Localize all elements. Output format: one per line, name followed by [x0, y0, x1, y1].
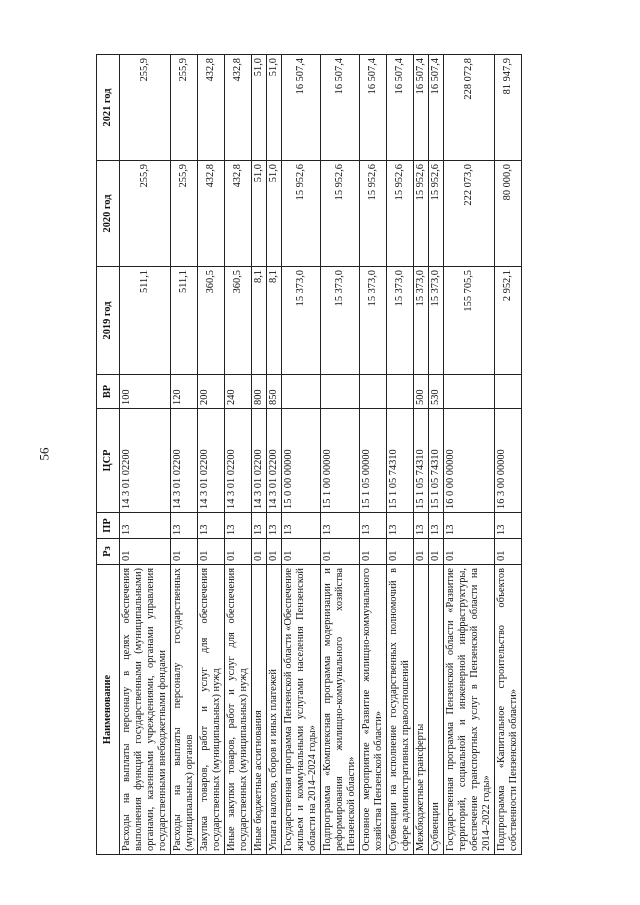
row-vr — [444, 375, 495, 409]
row-2019: 15 373,0 — [282, 267, 321, 375]
row-rz: 01 — [360, 539, 387, 565]
row-2021: 81 947,9 — [495, 55, 522, 161]
row-pr: 13 — [171, 513, 198, 539]
row-2021: 432,8 — [198, 55, 225, 161]
table-row — [360, 55, 387, 855]
row-2021: 16 507,4 — [321, 55, 360, 161]
row-vr — [387, 375, 414, 409]
row-csr: 15 1 05 74310 — [429, 409, 444, 513]
header-row — [97, 55, 120, 855]
row-2019: 8,1 — [267, 267, 282, 375]
row-rz: 01 — [495, 539, 522, 565]
row-name: Расходы на выплаты персоналу в целях обеспечения выполнения функций государственными (муниципальными) органами, казенными учреждениями, органами управления государственными внебюджетными фондами — [120, 565, 171, 855]
row-rz: 01 — [387, 539, 414, 565]
header-csr: ЦСР — [97, 409, 120, 513]
row-pr: 13 — [444, 513, 495, 539]
row-2020: 80 000,0 — [495, 161, 522, 267]
row-2020: 432,8 — [198, 161, 225, 267]
row-rz: 01 — [444, 539, 495, 565]
header-pr: ПР — [97, 513, 120, 539]
table-row — [387, 55, 414, 855]
row-rz: 01 — [282, 539, 321, 565]
row-csr: 14 3 01 02200 — [120, 409, 171, 513]
row-2021: 16 507,4 — [429, 55, 444, 161]
row-vr: 240 — [225, 375, 252, 409]
row-csr: 16 3 00 00000 — [495, 409, 522, 513]
row-2021: 432,8 — [225, 55, 252, 161]
row-vr: 800 — [252, 375, 267, 409]
row-2019: 15 373,0 — [360, 267, 387, 375]
row-name: Подпрограмма «Комплексная программа модернизации и реформирования жилищно-коммунального хозяйства Пензенской области» — [321, 565, 360, 855]
row-2019: 15 373,0 — [321, 267, 360, 375]
row-name: Субвенции на исполнение государственных полномочий в сфере административных правоотношений — [387, 565, 414, 855]
row-2019: 2 952,1 — [495, 267, 522, 375]
row-2020: 51,0 — [267, 161, 282, 267]
row-pr: 13 — [414, 513, 429, 539]
row-pr: 13 — [225, 513, 252, 539]
row-rz: 01 — [429, 539, 444, 565]
row-csr: 16 0 00 00000 — [444, 409, 495, 513]
row-csr: 14 3 01 02200 — [267, 409, 282, 513]
row-name: Закупка товаров, работ и услуг для обеспечения государственных (муниципальных) нужд — [198, 565, 225, 855]
row-pr: 13 — [252, 513, 267, 539]
row-pr: 13 — [495, 513, 522, 539]
row-name: Межбюджетные трансферты — [414, 565, 429, 855]
row-csr: 15 1 00 00000 — [321, 409, 360, 513]
row-2021: 51,0 — [267, 55, 282, 161]
row-csr: 15 0 00 00000 — [282, 409, 321, 513]
row-vr: 850 — [267, 375, 282, 409]
row-name: Субвенции — [429, 565, 444, 855]
row-2021: 16 507,4 — [414, 55, 429, 161]
row-name: Подпрограмма «Капитальное строительство объектов собственности Пензенской области» — [495, 565, 522, 855]
row-rz: 01 — [225, 539, 252, 565]
row-vr: 530 — [429, 375, 444, 409]
row-2020: 15 952,6 — [414, 161, 429, 267]
table-row — [171, 55, 198, 855]
row-name: Основное мероприятие «Развитие жилищно-коммунального хозяйства Пензенской области» — [360, 565, 387, 855]
row-2020: 15 952,6 — [387, 161, 414, 267]
row-vr: 200 — [198, 375, 225, 409]
row-2019: 8,1 — [252, 267, 267, 375]
row-name: Уплата налогов, сборов и иных платежей — [267, 565, 282, 855]
row-2020: 255,9 — [120, 161, 171, 267]
row-pr: 13 — [321, 513, 360, 539]
row-rz: 01 — [252, 539, 267, 565]
row-rz: 01 — [198, 539, 225, 565]
row-csr: 14 3 01 02200 — [198, 409, 225, 513]
row-2020: 51,0 — [252, 161, 267, 267]
table-row — [444, 55, 495, 855]
row-2021: 228 072,8 — [444, 55, 495, 161]
row-pr: 13 — [282, 513, 321, 539]
header-name: Наименование — [97, 565, 120, 855]
row-pr: 13 — [387, 513, 414, 539]
row-vr — [282, 375, 321, 409]
row-2021: 255,9 — [120, 55, 171, 161]
row-2021: 16 507,4 — [282, 55, 321, 161]
row-pr: 13 — [267, 513, 282, 539]
row-2019: 511,1 — [120, 267, 171, 375]
table-row — [321, 55, 360, 855]
row-csr: 14 3 01 02200 — [171, 409, 198, 513]
row-2020: 432,8 — [225, 161, 252, 267]
row-2021: 16 507,4 — [360, 55, 387, 161]
row-vr: 500 — [414, 375, 429, 409]
row-vr: 120 — [171, 375, 198, 409]
header-2019: 2019 год — [97, 267, 120, 375]
table-row — [267, 55, 282, 855]
row-rz: 01 — [414, 539, 429, 565]
row-2019: 15 373,0 — [414, 267, 429, 375]
row-rz: 01 — [171, 539, 198, 565]
row-name: Государственная программа Пензенской области «Обеспечение жильем и коммунальными услугами населения Пензенской области на 2014–2024 годы» — [282, 565, 321, 855]
row-2019: 360,5 — [198, 267, 225, 375]
row-2021: 255,9 — [171, 55, 198, 161]
row-2019: 15 373,0 — [429, 267, 444, 375]
row-name: Государственная программа Пензенской области «Развитие территорий, социальной и инженерной инфраструктуры, обеспечение транспортных услуг в Пензенской области на 2014–2022 годы» — [444, 565, 495, 855]
row-vr: 100 — [120, 375, 171, 409]
row-csr: 14 3 01 02200 — [225, 409, 252, 513]
row-name: Иные закупки товаров, работ и услуг для обеспечения государственных (муниципальных) нужд — [225, 565, 252, 855]
row-2021: 16 507,4 — [387, 55, 414, 161]
header-2020: 2020 год — [97, 161, 120, 267]
row-2020: 255,9 — [171, 161, 198, 267]
row-2020: 15 952,6 — [429, 161, 444, 267]
table-row — [495, 55, 522, 855]
row-2020: 15 952,6 — [360, 161, 387, 267]
rotated-table-wrapper — [96, 55, 556, 855]
table-row — [198, 55, 225, 855]
row-2020: 15 952,6 — [321, 161, 360, 267]
table-row — [429, 55, 444, 855]
row-vr — [321, 375, 360, 409]
row-vr — [495, 375, 522, 409]
header-2021: 2021 год — [97, 55, 120, 161]
row-pr: 13 — [360, 513, 387, 539]
row-2019: 155 705,5 — [444, 267, 495, 375]
row-name: Иные бюджетные ассигнования — [252, 565, 267, 855]
row-pr: 13 — [429, 513, 444, 539]
row-rz: 01 — [120, 539, 171, 565]
row-2019: 360,5 — [225, 267, 252, 375]
row-name: Расходы на выплаты персоналу государственных (муниципальных) органов — [171, 565, 198, 855]
row-csr: 15 1 05 74310 — [387, 409, 414, 513]
table-row — [120, 55, 171, 855]
row-csr: 15 1 05 74310 — [414, 409, 429, 513]
row-csr: 15 1 05 00000 — [360, 409, 387, 513]
row-2020: 222 073,0 — [444, 161, 495, 267]
row-pr: 13 — [198, 513, 225, 539]
table-row — [282, 55, 321, 855]
table-row — [252, 55, 267, 855]
row-2020: 15 952,6 — [282, 161, 321, 267]
budget-table — [96, 54, 522, 855]
header-vr: ВР — [97, 375, 120, 409]
row-rz: 01 — [321, 539, 360, 565]
table-row — [225, 55, 252, 855]
row-2019: 511,1 — [171, 267, 198, 375]
row-vr — [360, 375, 387, 409]
page-number: 56 — [36, 447, 52, 461]
row-csr: 14 3 01 02200 — [252, 409, 267, 513]
row-2019: 15 373,0 — [387, 267, 414, 375]
header-rz: Рз — [97, 539, 120, 565]
table-row — [414, 55, 429, 855]
row-pr: 13 — [120, 513, 171, 539]
row-rz: 01 — [267, 539, 282, 565]
row-2021: 51,0 — [252, 55, 267, 161]
